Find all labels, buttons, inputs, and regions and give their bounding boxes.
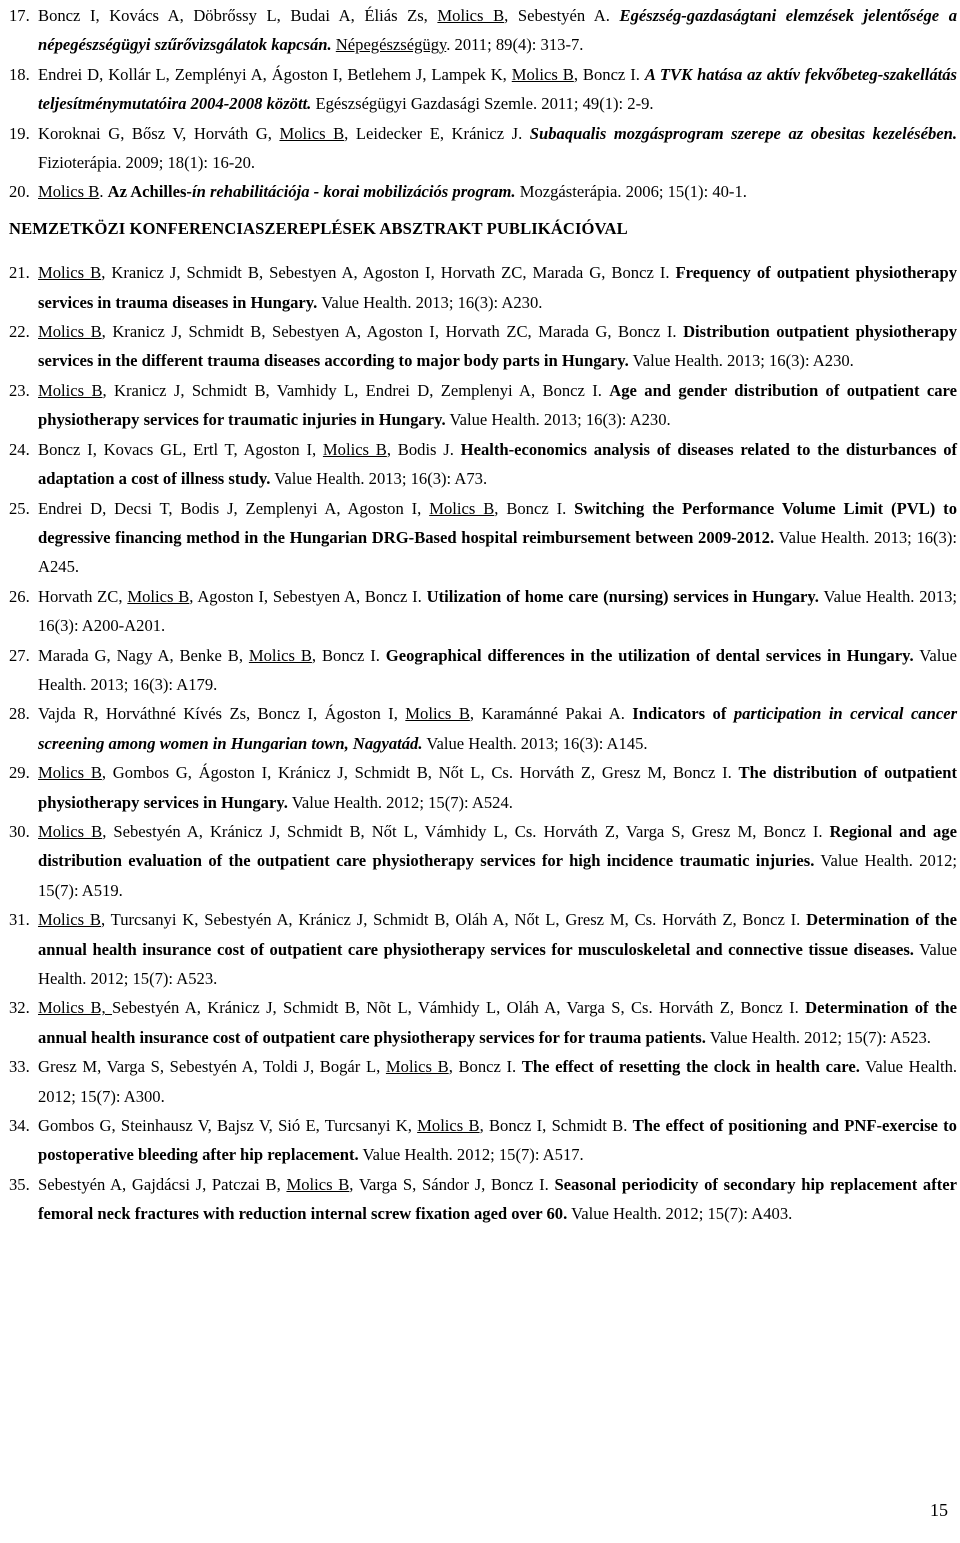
author-highlight: Molics B: [38, 322, 102, 342]
citation-text: Fizioterápia. 2009; 18(1): 16-20.: [38, 153, 256, 173]
entry-citation: [38, 1, 957, 60]
author-highlight: Molics B: [279, 123, 345, 143]
entry-number: 34.: [9, 1116, 30, 1136]
entry-citation: [38, 317, 957, 376]
entry-number: 30.: [9, 821, 30, 841]
author-highlight: Molics B,: [38, 998, 113, 1018]
author-highlight: Molics B: [322, 439, 387, 459]
section-heading: NEMZETKÖZI KONFERENCIASZEREPLÉSEK ABSZTRAKT PUBLIKÁCIÓVAL: [9, 218, 628, 238]
citation-text: . 2011; 89(4): 313-7.: [446, 35, 584, 55]
citation-title: Az Achilles-: [107, 182, 192, 202]
entry-number: 25.: [9, 498, 30, 518]
entry-number: 20.: [9, 182, 30, 202]
entry-number: 21.: [9, 263, 30, 283]
entry-citation: [38, 758, 957, 817]
entry-number: 28.: [9, 704, 30, 724]
citation-text: , Sebestyén A, Kránicz J, Schmidt B, Nőt L, Vámhidy L, Cs. Horváth Z, Varga S, Gresz M, Boncz I.: [102, 821, 830, 841]
citation-text: Gombos G, Steinhausz V, Bajsz V, Sió E, Turcsanyi K,: [38, 1116, 418, 1136]
citation-title: Age and gender distribution of outpatient care physiotherapy services for traumatic injuries in Hungary.: [38, 380, 957, 430]
publication-entry: [9, 494, 957, 582]
citation-text: Boncz I, Kovács A, Döbrőssy L, Budai A, Éliás Zs,: [38, 6, 438, 25]
publication-entry: [9, 317, 957, 376]
citation-title: Utilization of home care (nursing) services in Hungary.: [426, 586, 819, 606]
author-highlight: Molics B: [417, 1116, 480, 1136]
citation-text: Value Health. 2013; 16(3): A179.: [38, 645, 958, 694]
publication-entry: [9, 905, 957, 993]
citation-title: participation in cervical cancer screening among women in Hungarian town, Nagyatád.: [38, 704, 958, 753]
publication-entry: [9, 258, 957, 317]
entry-number: 29.: [9, 763, 30, 783]
entry-citation: [38, 376, 957, 435]
author-highlight: Molics B: [429, 498, 495, 518]
citation-text: Value Health. 2013; 16(3): A200-A201.: [38, 586, 958, 636]
publication-entry: [9, 1, 957, 60]
citation-text: , Sebestyén A.: [504, 6, 620, 25]
entry-citation: [38, 258, 957, 317]
author-highlight: Molics B: [38, 821, 103, 841]
author-highlight: Molics B: [38, 763, 102, 783]
author-highlight: Molics B: [286, 1174, 350, 1194]
entry-citation: [38, 494, 957, 582]
citation-text: .: [99, 182, 108, 202]
publication-entry: [9, 1052, 957, 1111]
citation-text: , Karamánné Pakai A.: [469, 704, 633, 724]
citation-title: The effect of resetting the clock in health care.: [521, 1057, 860, 1077]
document-page: [9, 1, 957, 1229]
entry-citation: [38, 582, 957, 641]
citation-title: A TVK hatása az aktív fekvőbeteg-szakellátás teljesítménymutatóira 2004-2008 között.: [38, 64, 958, 114]
citation-text: Endrei D, Kollár L, Zemplényi A, Ágoston I, Betlehem J, Lampek K,: [38, 64, 512, 84]
author-highlight: Molics B: [38, 182, 100, 202]
citation-title: Determination of the annual health insurance cost of outpatient care physiotherapy services for musculoskeletal and connective tissue diseases.: [38, 910, 958, 959]
citation-title: Egészség-gazdaságtani elemzések jelentősége a népegészségügyi szűrővizsgálatok kapcsán.: [38, 6, 957, 55]
citation-text: Value Health. 2013; 16(3): A230.: [317, 292, 543, 312]
citation-text: , Varga S, Sándor J, Boncz I.: [349, 1174, 555, 1194]
citation-text: , Gombos G, Ágoston I, Kránicz J, Schmidt B, Nőt L, Cs. Horváth Z, Gresz M, Boncz I.: [101, 763, 739, 783]
publication-entry: [9, 376, 957, 435]
citation-title: Determination of the annual health insurance cost of outpatient care physiotherapy services for for trauma patients.: [38, 998, 957, 1047]
entry-number: 27.: [9, 645, 30, 665]
citation-title: Indicators of: [632, 704, 734, 724]
author-highlight: Molics B: [127, 586, 190, 606]
citation-text: , Leidecker E, Kránicz J.: [344, 123, 530, 143]
citation-text: Value Health. 2012; 15(7): A523.: [705, 1027, 931, 1047]
entry-citation: [38, 435, 957, 494]
citation-text: , Kranicz J, Schmidt B, Vamhidy L, Endrei D, Zemplenyi A, Boncz I.: [102, 380, 610, 400]
citation-text: Value Health. 2013; 16(3): A73.: [270, 469, 488, 489]
entry-citation: [38, 119, 957, 178]
citation-title: The effect of positioning and PNF-exercise to postoperative bleeding after hip replacement.: [38, 1116, 957, 1165]
entry-number: 35.: [9, 1174, 30, 1194]
citation-text: Value Health. 2013; 16(3): A145.: [422, 733, 648, 753]
entry-citation: [38, 905, 957, 993]
entry-citation: [38, 1170, 957, 1229]
author-highlight: Molics B: [38, 263, 102, 283]
citation-text: Gresz M, Varga S, Sebestyén A, Toldi J, Bogár L,: [38, 1057, 386, 1077]
citation-text: , Kranicz J, Schmidt B, Sebestyen A, Agoston I, Horvath ZC, Marada G, Boncz I.: [101, 263, 676, 283]
citation-title: ín rehabilitációja - korai mobilizációs program.: [191, 182, 516, 202]
citation-text: , Boncz I.: [573, 64, 645, 84]
entry-number: 31.: [9, 910, 30, 930]
citation-title: Switching the Performance Volume Limit (PVL) to degressive financing method in the Hungarian DRG-Based hospital reimbursement between 2009-2012.: [38, 498, 958, 547]
entry-citation: [38, 1111, 957, 1170]
entry-number: 19.: [9, 123, 30, 143]
citation-text: Sebestyén A, Gajdácsi J, Patczai B,: [38, 1174, 287, 1194]
citation-text: , Boncz I.: [311, 645, 386, 665]
author-highlight: Molics B: [248, 645, 312, 665]
publication-entry: [9, 699, 957, 758]
publication-entry: [9, 1170, 957, 1229]
citation-text: , Turcsanyi K, Sebestyén A, Kránicz J, Schmidt B, Oláh A, Nőt L, Gresz M, Cs. Horváth Z, Boncz I.: [101, 910, 807, 930]
entry-citation: [38, 177, 957, 206]
author-highlight: Molics B: [385, 1057, 449, 1077]
citation-title: Seasonal periodicity of secondary hip replacement after femoral neck fractures with reduction internal screw fixation aged over 60.: [38, 1174, 957, 1224]
citation-title: Regional and age distribution evaluation of the outpatient care physiotherapy services for high incidence traumatic injuries.: [38, 821, 958, 871]
author-highlight: Molics B: [437, 6, 505, 25]
publication-entry: [9, 817, 957, 905]
entry-number: 24.: [9, 439, 30, 459]
citation-text: Value Health. 2012; 15(7): A524.: [287, 792, 513, 812]
citation-text: Horvath ZC,: [38, 586, 128, 606]
entry-number: 26.: [9, 586, 30, 606]
publication-entry: [9, 641, 957, 700]
citation-text: Value Health. 2012; 15(7): A517.: [358, 1145, 584, 1165]
entry-number: 18.: [9, 64, 30, 84]
publication-entry: [9, 1111, 957, 1170]
publication-entry: [9, 60, 957, 119]
entry-citation: [38, 641, 957, 700]
citation-text: Value Health. 2013; 16(3): A230.: [628, 351, 854, 371]
citation-text: Endrei D, Decsi T, Bodis J, Zemplenyi A, Agoston I,: [38, 498, 430, 518]
author-highlight: Molics B: [38, 380, 103, 400]
author-highlight: Népegészségügy: [335, 35, 447, 55]
author-highlight: Molics B: [511, 64, 574, 84]
citation-text: Value Health. 2012; 15(7): A300.: [38, 1057, 958, 1106]
citation-text: Value Health. 2012; 15(7): A519.: [38, 851, 957, 900]
entry-number: 33.: [9, 1057, 30, 1077]
page-number: 15: [930, 1500, 948, 1520]
entry-citation: [38, 1052, 957, 1111]
citation-text: , Kranicz J, Schmidt B, Sebestyen A, Agoston I, Horvath ZC, Marada G, Boncz I.: [101, 322, 684, 342]
citation-title: Subaqualis mozgásprogram szerepe az obesitas kezelésében.: [529, 123, 958, 143]
citation-text: Mozgásterápia. 2006; 15(1): 40-1.: [515, 182, 747, 202]
author-highlight: Molics B: [405, 704, 470, 724]
citation-text: Egészségügyi Gazdasági Szemle. 2011; 49(1): 2-9.: [311, 94, 654, 114]
citation-text: Value Health. 2013; 16(3): A245.: [38, 527, 957, 577]
entry-number: 17.: [9, 6, 30, 25]
publication-list-conference: [9, 258, 957, 1228]
citation-text: , Boncz I.: [448, 1057, 522, 1077]
citation-text: Value Health. 2012; 15(7): A403.: [567, 1204, 793, 1224]
citation-text: , Boncz I, Schmidt B.: [479, 1116, 633, 1136]
publication-entry: [9, 582, 957, 641]
citation-text: Value Health. 2013; 16(3): A230.: [445, 410, 671, 430]
entry-citation: [38, 699, 957, 758]
entry-number: 22.: [9, 322, 30, 342]
publication-entry: [9, 435, 957, 494]
citation-title: Frequency of outpatient physiotherapy services in trauma diseases in Hungary.: [38, 263, 957, 312]
author-highlight: Molics B: [38, 910, 101, 930]
entry-number: 23.: [9, 380, 30, 400]
citation-text: Marada G, Nagy A, Benke B,: [38, 645, 249, 665]
publication-entry: [9, 993, 957, 1052]
citation-text: Koroknai G, Bősz V, Horváth G,: [38, 123, 280, 143]
citation-title: Geographical differences in the utilization of dental services in Hungary.: [385, 645, 914, 665]
entry-citation: [38, 817, 957, 905]
citation-text: Sebestyén A, Kránicz J, Schmidt B, Nõt L, Vámhidy L, Oláh A, Varga S, Cs. Horváth Z, Boncz I.: [112, 998, 806, 1018]
publication-list-top: [9, 1, 957, 207]
citation-title: The distribution of outpatient physiotherapy services in Hungary.: [38, 763, 957, 812]
publication-entry: [9, 758, 957, 817]
publication-entry: [9, 177, 957, 206]
citation-text: Value Health. 2012; 15(7): A523.: [38, 939, 957, 988]
citation-text: , Boncz I.: [494, 498, 575, 518]
citation-text: Vajda R, Horváthné Kívés Zs, Boncz I, Ágoston I,: [38, 704, 406, 724]
entry-citation: [38, 993, 957, 1052]
citation-text: , Agoston I, Sebestyen A, Boncz I.: [189, 586, 427, 606]
entry-citation: [38, 60, 957, 119]
citation-title: Distribution outpatient physiotherapy services in the different trauma diseases according to major body parts in Hungary.: [38, 322, 958, 371]
entry-number: 32.: [9, 998, 30, 1018]
citation-title: Health-economics analysis of diseases related to the disturbances of adaptation a cost of illness study.: [38, 439, 958, 489]
publication-entry: [9, 119, 957, 178]
citation-text: Boncz I, Kovacs GL, Ertl T, Agoston I,: [38, 439, 323, 459]
citation-text: , Bodis J.: [386, 439, 461, 459]
